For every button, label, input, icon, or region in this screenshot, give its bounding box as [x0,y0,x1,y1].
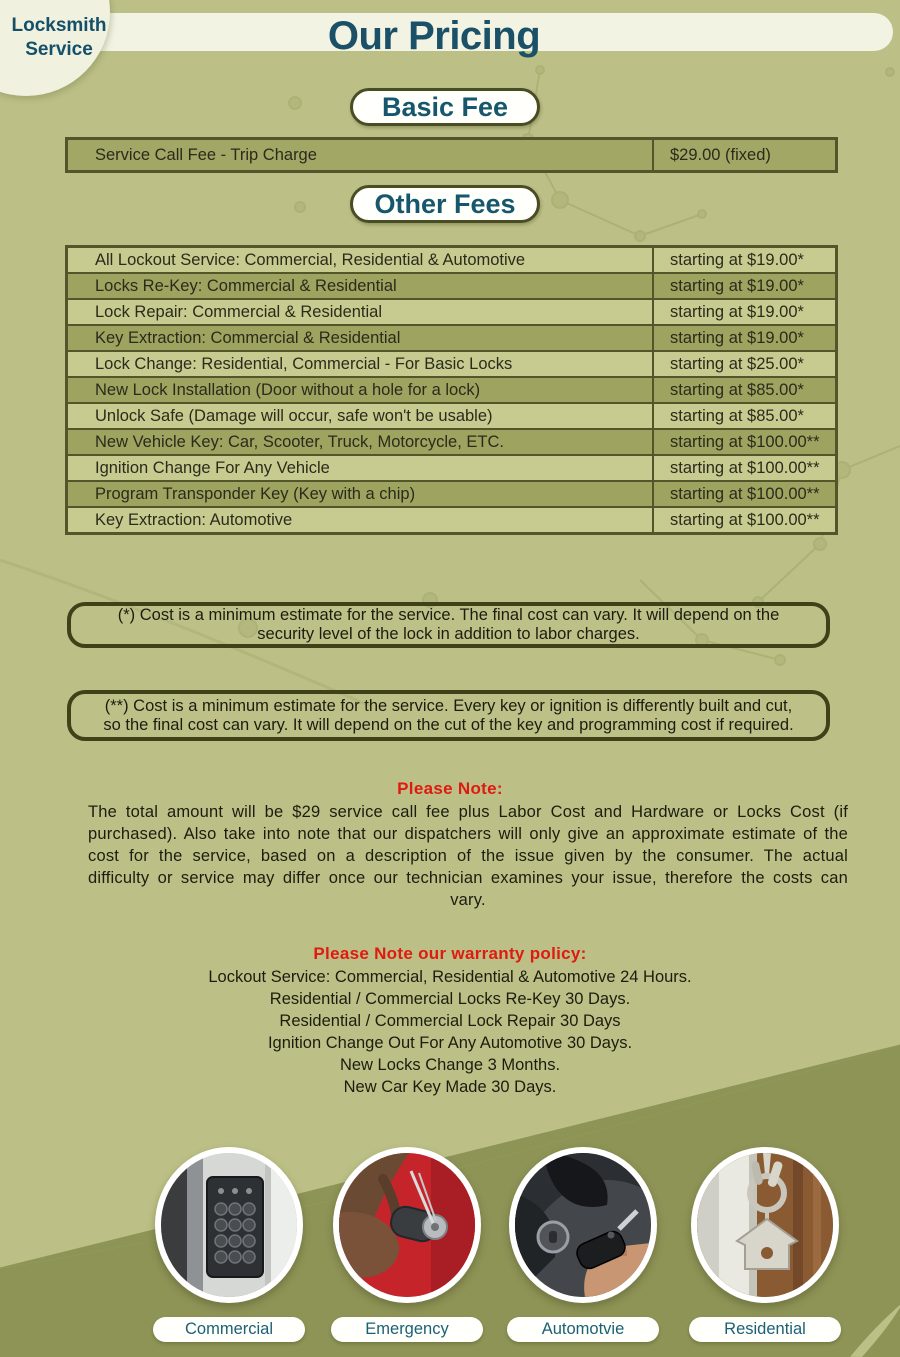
commercial-keypad-photo [155,1147,303,1303]
fee-price-cell: starting at $85.00* [652,378,835,402]
table-row [68,456,835,480]
fee-price-cell: starting at $25.00* [652,352,835,376]
fee-service-cell: Program Transponder Key (Key with a chip) [95,484,416,503]
fee-price-cell: starting at $100.00** [652,508,835,532]
table-row [68,326,835,350]
warranty-heading: Please Note our warranty policy: [313,944,587,963]
warranty-line: Residential / Commercial Locks Re-Key 30 Days. [269,990,631,1008]
fee-price-cell: starting at $100.00** [652,456,835,480]
fee-service-cell: Unlock Safe (Damage will occur, safe won't be usable) [95,406,493,425]
basic-fee-table [65,137,838,173]
fee-service-cell: New Vehicle Key: Car, Scooter, Truck, Motorcycle, ETC. [95,432,504,451]
warranty-line: Ignition Change Out For Any Automotive 30 Days. [267,1034,633,1052]
basic-fee-heading: Basic Fee [350,88,540,126]
fee-price-cell: starting at $100.00** [652,482,835,506]
fee-service-cell: Lock Change: Residential, Commercial - For Basic Locks [95,354,513,373]
fee-price-cell: $29.00 (fixed) [652,140,835,170]
fee-price-cell: starting at $19.00* [652,326,835,350]
table-row [68,482,835,506]
fee-service-cell: Service Call Fee - Trip Charge [95,145,317,164]
double-asterisk-note: (**) Cost is a minimum estimate for the service. Every key or ignition is differently built and cut, so the final cost can vary. It will depend on the cut of the key and programming cost if required. [67,690,830,741]
table-row [68,430,835,454]
table-row [68,508,835,532]
warranty-line: Residential / Commercial Lock Repair 30 Days [279,1012,621,1030]
fee-service-cell: All Lockout Service: Commercial, Residential & Automotive [95,250,526,269]
please-note-heading: Please Note: [397,779,503,798]
warranty-policy-list [0,966,900,1098]
category-residential[interactable]: Residential [689,1317,841,1342]
table-row [68,378,835,402]
fee-service-cell: Ignition Change For Any Vehicle [95,458,330,477]
fee-service-cell: New Lock Installation (Door without a hole for a lock) [95,380,481,399]
warranty-line: New Car Key Made 30 Days. [343,1078,557,1096]
fee-service-cell: Lock Repair: Commercial & Residential [95,302,383,321]
logo-line2: Service [25,39,93,60]
category-commercial[interactable]: Commercial [153,1317,305,1342]
fee-service-cell: Key Extraction: Commercial & Residential [95,328,401,347]
category-emergency[interactable]: Emergency [331,1317,483,1342]
warranty-line: New Locks Change 3 Months. [339,1056,561,1074]
category-automotive[interactable]: Automotvie [507,1317,659,1342]
residential-keychain-photo [691,1147,839,1303]
table-row [68,274,835,298]
single-asterisk-note: (*) Cost is a minimum estimate for the service. The final cost can vary. It will depend on the security level of the lock in addition to labor charges. [67,602,830,648]
other-fees-heading: Other Fees [350,185,540,223]
other-fees-table [65,245,838,535]
fee-price-cell: starting at $19.00* [652,248,835,272]
automotive-ignition-photo [509,1147,657,1303]
fee-service-cell: Key Extraction: Automotive [95,510,293,529]
fee-price-cell: starting at $85.00* [652,404,835,428]
table-row [68,300,835,324]
logo-text [4,14,114,62]
please-note-paragraph: The total amount will be $29 service call fee plus Labor Cost and Hardware or Locks Cost (if purchased). Also take into note that our dispatchers will only give an approximate estimate of the cost for the service, based on a description of the issue given by the consumer. The actual difficulty or service may differ once our technician examines your issue, therefore the costs can vary. [88,803,848,909]
fee-service-cell: Locks Re-Key: Commercial & Residential [95,276,397,295]
fee-price-cell: starting at $19.00* [652,274,835,298]
warranty-line: Lockout Service: Commercial, Residential & Automotive 24 Hours. [208,968,692,986]
table-row [68,140,835,170]
fee-price-cell: starting at $19.00* [652,300,835,324]
table-row [68,404,835,428]
table-row [68,352,835,376]
fee-price-cell: starting at $100.00** [652,430,835,454]
table-row [68,248,835,272]
logo-line1: Locksmith [11,15,107,36]
emergency-unlock-photo [333,1147,481,1303]
page-title: Our Pricing [327,14,541,58]
